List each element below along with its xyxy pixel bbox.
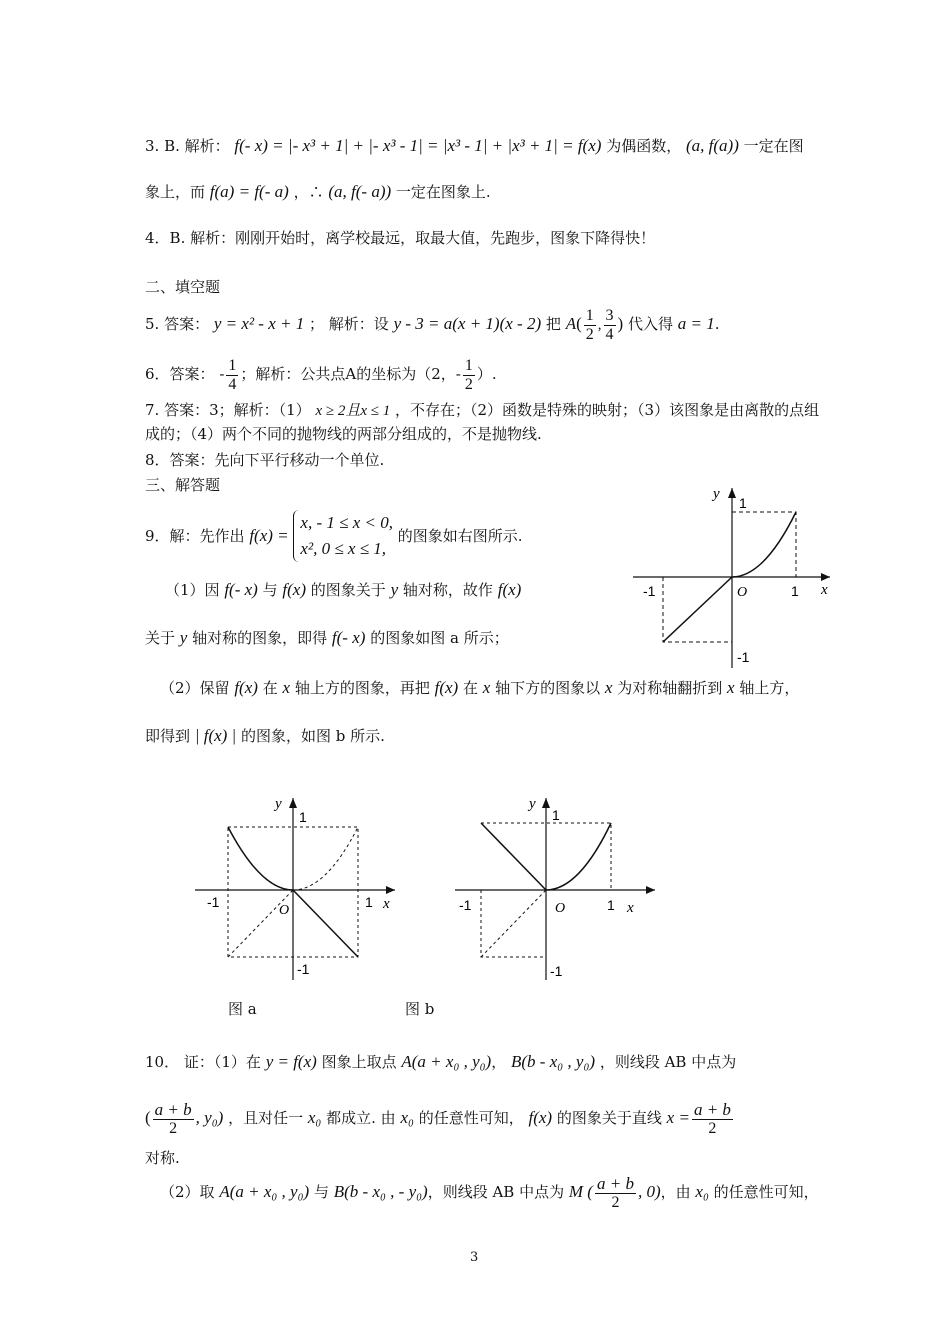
main-x-arrow [821,573,830,581]
q9-p1-fnx: f(- x) [224,580,258,599]
q9-p3-x4: x [727,678,735,697]
q9-p3f: 为对称轴翻折到 [617,679,723,697]
q4-line: 4．B. 解析：刚刚开始时，离学校最远，取最大值，先跑步，图象下降得快！ [145,229,656,247]
main-dash-upper [732,512,796,577]
q5-text3: 代入得 [627,315,673,333]
a-origin: O [279,903,290,918]
q9-fx: f(x) = [249,526,289,545]
b-parabola [546,823,611,890]
a-x-label: x [383,896,390,912]
q9-p3g: 轴上方， [739,679,800,697]
page-number: 3 [470,1250,479,1265]
q10-text4: ，且对任一 [228,1109,304,1127]
q3-point2: (a, f(- a)) [328,182,392,201]
main-y-top: 1 [739,495,747,511]
figure-a-caption: 图 a [228,1000,257,1018]
q10-p2-pointB: B(b - x₀ , - y₀) [333,1182,428,1201]
figure-a-svg [195,790,400,985]
q9-p3-fx2: f(x) [434,678,459,697]
q3-formula: f(- x) = |- x³ + 1| + |- x³ - 1| = |x³ - 1| + |x³ + 1| = f(x) [234,136,602,155]
q7-text: ，不存在；（2）函数是特殊的映射；（3）该图象是由离散的点组 [395,401,820,419]
q9-p3b: 在 [262,679,278,697]
main-parabola [732,512,796,577]
section-solve-heading: 三、解答题 [145,476,221,494]
a-dash-parabola [293,827,358,890]
q5-line: 5. 答案： y = x² - x + 1 ； 解析：设 y - 3 = a(x + 1)(x - 2) 把 A( $\frac{1}{2}$ , $\frac{3}{4}$ ) 代入得 a = 1. [145,306,720,343]
a-y-bottom: -1 [297,961,310,977]
q3-text5: 一定在图象上. [395,183,491,201]
q10-eq: y = f(x) [265,1052,317,1071]
q6-line [145,354,497,394]
q8-line: 8．答案：先向下平行移动一个单位. [145,451,385,469]
b-y-bottom: -1 [550,963,563,979]
q10-x0: x₀ [307,1108,322,1127]
q5-frac1: $\frac{1}{2}$ [585,306,594,343]
q3-formula2: f(a) = f(- a) [209,182,289,201]
q3-lead: 3. B. 解析： [145,137,230,155]
q9-line1 [145,510,523,562]
q3-line1 [145,136,804,156]
q9-p2c: 的图象如图 a 所示； [370,629,509,647]
figure-a [195,790,400,985]
q9-p3-x3: x [604,678,613,697]
q10-pointA: A(a + x₀ , y₀) [401,1052,492,1071]
figure-b-caption: 图 b [405,1000,435,1018]
q10-text3: ，则线段 AB 中点为 [599,1053,737,1071]
main-origin: O [737,585,748,600]
q9-line2 [165,580,521,600]
q5-result: a = 1 [677,314,715,333]
q5-lead: 5. 答案： [145,315,210,333]
q5-text2: 把 [545,315,561,333]
q10-line4 [160,1172,819,1212]
q3-text: 为偶函数， [606,137,682,155]
q9-text: 的图象如右图所示. [397,527,523,545]
q9-p3d: 在 [463,679,479,697]
q10-line-eq: x = [666,1108,690,1127]
a-tick-pos: 1 [365,894,373,910]
q9-p3a: （2）保留 [160,679,230,697]
main-y-label: y [713,486,720,502]
q7-condition: x ≥ 2且x ≤ 1 [315,403,391,419]
q6-neg: - [219,365,225,383]
b-tick-neg: -1 [459,897,472,913]
q9-p2-y: y [179,628,188,647]
q6-text: ；解析：公共点A的坐标为（2，- [240,365,461,383]
figure-main-svg [625,480,845,675]
q9-p3-fx: f(x) [234,678,258,697]
q10-text1: 图象上取点 [321,1053,397,1071]
q9-p3c: 轴上方的图象，再把 [294,679,430,697]
q9-p1-fx: f(x) [282,580,307,599]
q9-p1b: 与 [262,581,278,599]
b-line-segment [481,823,546,890]
a-y-arrow [289,798,297,808]
q9-p2b: 轴对称的图象，即得 [192,629,328,647]
b-y-top: 1 [552,807,560,823]
q10-lead: 10． 证：（1）在 [145,1053,261,1071]
a-dash-line [228,890,293,957]
q10-p2-x0: x₀ [695,1182,709,1201]
main-line-segment [663,577,732,642]
q9-p1d: 轴对称，故作 [402,581,493,599]
q10-frac-mid: $\frac{a + b}{2}$ [154,1099,192,1137]
q10-frac-M: $\frac{a + b}{2}$ [596,1173,634,1211]
figure-main [625,480,845,675]
q9-case2: x², 0 ≤ x ≤ 1, [300,539,387,558]
main-y-arrow [728,488,736,498]
q6-lead: 6．答案： [145,365,215,383]
q7-line2: 成的；（4）两个不同的抛物线的两部分组成的，不是抛物线. [145,425,542,443]
q10-line3: 对称. [145,1149,180,1167]
q10-mid-y: , y₀) [195,1108,224,1127]
a-x-arrow [386,886,395,894]
q9-line5 [145,726,385,746]
q9-p1c: 的图象关于 [310,581,386,599]
q10-p2-M: M ( [568,1182,593,1201]
q9-p2a: 关于 [145,629,176,647]
q9-p4b: 的图象，如图 b 所示. [241,727,385,745]
b-y-label: y [529,796,536,812]
q5-text: ； 解析：设 [309,315,389,333]
b-x-arrow [646,886,655,894]
q5-frac2: $\frac{3}{4}$ [605,306,614,343]
b-y-arrow [542,798,550,808]
q10-p2a: （2）取 [160,1183,215,1201]
q10-comma: ， [491,1053,507,1071]
q9-p3e: 轴下方的图象以 [495,679,601,697]
q9-piecewise [293,510,393,562]
q6-frac2: $\frac{1}{2}$ [464,356,473,393]
q5-formula: y - 3 = a(x + 1)(x - 2) [393,314,542,333]
q9-line4 [160,678,799,698]
q10-p2c: ，则线段 AB 中点为 [427,1183,565,1201]
q5-point-label: A [565,314,577,333]
q10-x0b: x₀ [400,1108,414,1127]
main-x-label: x [821,582,828,598]
q5-period: . [714,315,720,333]
q9-p3-x2: x [482,678,491,697]
q3-text2: 一定在图 [743,137,804,155]
figure-b [455,790,660,985]
q9-p1a: （1）因 [165,581,220,599]
q10-fx: f(x) [528,1108,553,1127]
q9-p2-fnx: f(- x) [331,628,366,647]
a-y-label: y [275,796,282,812]
q7-lead: 7. 答案：3；解析：（1） [145,401,311,419]
q10-frac-line: $\frac{a + b}{2}$ [693,1099,731,1137]
q9-lead: 9．解：先作出 [145,527,245,545]
q10-line1 [145,1052,736,1072]
q5-answer: y = x² - x + 1 [213,314,305,333]
q9-p3-x1: x [282,678,291,697]
q10-p2b: 与 [313,1183,329,1201]
q10-p2-pointA: A(a + x₀ , y₀) [219,1182,310,1201]
q9-p1-y: y [390,580,399,599]
q10-p2d: ，由 [660,1183,691,1201]
q10-text6: 的任意性可知， [418,1109,524,1127]
a-line-segment [293,890,358,957]
q10-line2: ( $\frac{a + b}{2}$ , y₀) ，且对任一 x₀ 都成立. 由 x₀ 的任意性可知， f(x) 的图象关于直线 x = $\frac{a + b}{2}$ [145,1099,731,1137]
b-tick-pos: 1 [607,897,615,913]
q10-pointB: B(b - x₀ , y₀) [511,1052,596,1071]
main-tick-neg: -1 [643,583,656,599]
q3-point: (a, f(a)) [686,136,739,155]
q7-line1 [145,400,819,421]
main-tick-pos: 1 [791,583,799,599]
q10-text7: 的图象关于直线 [556,1109,662,1127]
b-dash-line [481,890,546,957]
a-tick-neg: -1 [207,894,220,910]
q6-frac1: $\frac{1}{4}$ [228,356,237,393]
q3-text4: ，∴ [293,183,324,201]
q10-p2-M-end: , 0) [637,1182,661,1201]
q9-p4a: 即得到 [145,727,191,745]
main-y-bottom: -1 [737,649,750,665]
b-x-label: x [627,900,634,916]
a-parabola [228,827,293,890]
q9-p4-abs: | f(x) | [194,726,237,745]
figure-b-svg [455,790,660,985]
q9-p1-fx2: f(x) [497,580,522,599]
q10-p2f: 的任意性可知， [713,1183,819,1201]
q9-case1: x, - 1 ≤ x < 0, [300,513,393,532]
q9-line3 [145,628,509,648]
section-fill-blank-heading: 二、填空题 [145,278,221,296]
q10-text5: 都成立. 由 [326,1109,396,1127]
a-y-top: 1 [299,809,307,825]
q6-text2: ）. [476,365,497,383]
q3-line2 [145,182,491,202]
b-origin: O [555,901,566,916]
q3-text3: 象上，而 [145,183,206,201]
